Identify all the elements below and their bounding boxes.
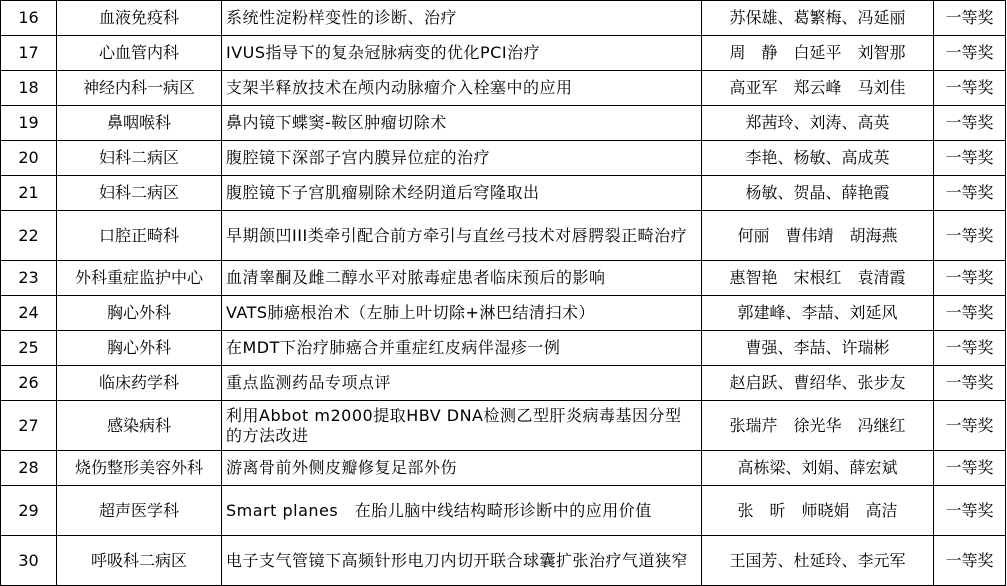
department-cell: 口腔正畸科 [57, 211, 222, 261]
participants-cell: 张 昕 师晓娟 高洁 [702, 486, 934, 536]
award-level-cell: 一等奖 [934, 71, 1006, 106]
participants-cell: 周 静 白延平 刘智那 [702, 36, 934, 71]
row-number: 29 [1, 486, 57, 536]
department-cell: 烧伤整形美容外科 [57, 451, 222, 486]
row-number: 20 [1, 141, 57, 176]
project-title-cell: 电子支气管镜下高频针形电刀内切开联合球囊扩张治疗气道狭窄 [222, 536, 702, 586]
row-number: 17 [1, 36, 57, 71]
award-level-cell: 一等奖 [934, 1, 1006, 36]
row-number: 19 [1, 106, 57, 141]
table-row [1, 366, 1006, 401]
award-level-cell: 一等奖 [934, 486, 1006, 536]
award-level-cell: 一等奖 [934, 366, 1006, 401]
participants-cell: 高栋梁、刘娟、薛宏斌 [702, 451, 934, 486]
department-cell: 妇科二病区 [57, 141, 222, 176]
row-number: 30 [1, 536, 57, 586]
participants-cell: 高亚军 郑云峰 马刘佳 [702, 71, 934, 106]
department-cell: 感染病科 [57, 401, 222, 451]
department-cell: 胸心外科 [57, 296, 222, 331]
row-number: 21 [1, 176, 57, 211]
award-level-cell: 一等奖 [934, 331, 1006, 366]
table-row [1, 261, 1006, 296]
project-title-cell: 腹腔镜下子宫肌瘤剔除术经阴道后穹隆取出 [222, 176, 702, 211]
department-cell: 鼻咽喉科 [57, 106, 222, 141]
award-level-cell: 一等奖 [934, 401, 1006, 451]
award-level-cell: 一等奖 [934, 176, 1006, 211]
project-title-cell: 支架半释放技术在颅内动脉瘤介入栓塞中的应用 [222, 71, 702, 106]
table-row [1, 176, 1006, 211]
table-row [1, 106, 1006, 141]
row-number: 24 [1, 296, 57, 331]
table-row [1, 486, 1006, 536]
row-number: 25 [1, 331, 57, 366]
participants-cell: 郑茜玲、刘涛、高英 [702, 106, 934, 141]
department-cell: 胸心外科 [57, 331, 222, 366]
table-row [1, 1, 1006, 36]
participants-cell: 李艳、杨敏、高成英 [702, 141, 934, 176]
table-row [1, 211, 1006, 261]
award-level-cell: 一等奖 [934, 451, 1006, 486]
participants-cell: 王国芳、杜延玲、李元军 [702, 536, 934, 586]
project-title-cell: 重点监测药品专项点评 [222, 366, 702, 401]
awards-table-body [1, 1, 1006, 586]
project-title-cell: VATS肺癌根治术（左肺上叶切除+淋巴结清扫术） [222, 296, 702, 331]
project-title-cell: Smart planes 在胎儿脑中线结构畸形诊断中的应用价值 [222, 486, 702, 536]
project-title-cell: IVUS指导下的复杂冠脉病变的优化PCI治疗 [222, 36, 702, 71]
row-number: 28 [1, 451, 57, 486]
row-number: 26 [1, 366, 57, 401]
award-level-cell: 一等奖 [934, 141, 1006, 176]
row-number: 22 [1, 211, 57, 261]
participants-cell: 杨敏、贺晶、薛艳霞 [702, 176, 934, 211]
project-title-cell: 血清睾酮及雌二醇水平对脓毒症患者临床预后的影响 [222, 261, 702, 296]
award-level-cell: 一等奖 [934, 261, 1006, 296]
participants-cell: 惠智艳 宋根红 袁清霞 [702, 261, 934, 296]
row-number: 18 [1, 71, 57, 106]
department-cell: 外科重症监护中心 [57, 261, 222, 296]
project-title-cell: 系统性淀粉样变性的诊断、治疗 [222, 1, 702, 36]
participants-cell: 曹强、李喆、许瑞彬 [702, 331, 934, 366]
row-number: 27 [1, 401, 57, 451]
department-cell: 心血管内科 [57, 36, 222, 71]
department-cell: 超声医学科 [57, 486, 222, 536]
participants-cell: 郭建峰、李喆、刘延风 [702, 296, 934, 331]
project-title-cell: 腹腔镜下深部子宫内膜异位症的治疗 [222, 141, 702, 176]
award-level-cell: 一等奖 [934, 211, 1006, 261]
department-cell: 血液免疫科 [57, 1, 222, 36]
project-title-cell: 在MDT下治疗肺癌合并重症红皮病伴湿疹一例 [222, 331, 702, 366]
participants-cell: 张瑞芹 徐光华 冯继红 [702, 401, 934, 451]
table-row [1, 36, 1006, 71]
participants-cell: 赵启跃、曹绍华、张步友 [702, 366, 934, 401]
project-title-cell: 游离骨前外侧皮瓣修复足部外伤 [222, 451, 702, 486]
participants-cell: 苏保雄、葛繁梅、冯延丽 [702, 1, 934, 36]
table-row [1, 401, 1006, 451]
award-level-cell: 一等奖 [934, 296, 1006, 331]
table-row [1, 141, 1006, 176]
project-title-cell: 早期颌凹III类牵引配合前方牵引与直丝弓技术对唇腭裂正畸治疗 [222, 211, 702, 261]
project-title-cell: 鼻内镜下蝶窦-鞍区肿瘤切除术 [222, 106, 702, 141]
row-number: 16 [1, 1, 57, 36]
table-row [1, 331, 1006, 366]
table-row [1, 536, 1006, 586]
participants-cell: 何丽 曹伟靖 胡海燕 [702, 211, 934, 261]
row-number: 23 [1, 261, 57, 296]
award-level-cell: 一等奖 [934, 536, 1006, 586]
table-row [1, 296, 1006, 331]
project-title-cell: 利用Abbot m2000提取HBV DNA检测乙型肝炎病毒基因分型的方法改进 [222, 401, 702, 451]
award-level-cell: 一等奖 [934, 36, 1006, 71]
department-cell: 临床药学科 [57, 366, 222, 401]
table-row [1, 451, 1006, 486]
award-level-cell: 一等奖 [934, 106, 1006, 141]
department-cell: 呼吸科二病区 [57, 536, 222, 586]
table-row [1, 71, 1006, 106]
department-cell: 妇科二病区 [57, 176, 222, 211]
department-cell: 神经内科一病区 [57, 71, 222, 106]
